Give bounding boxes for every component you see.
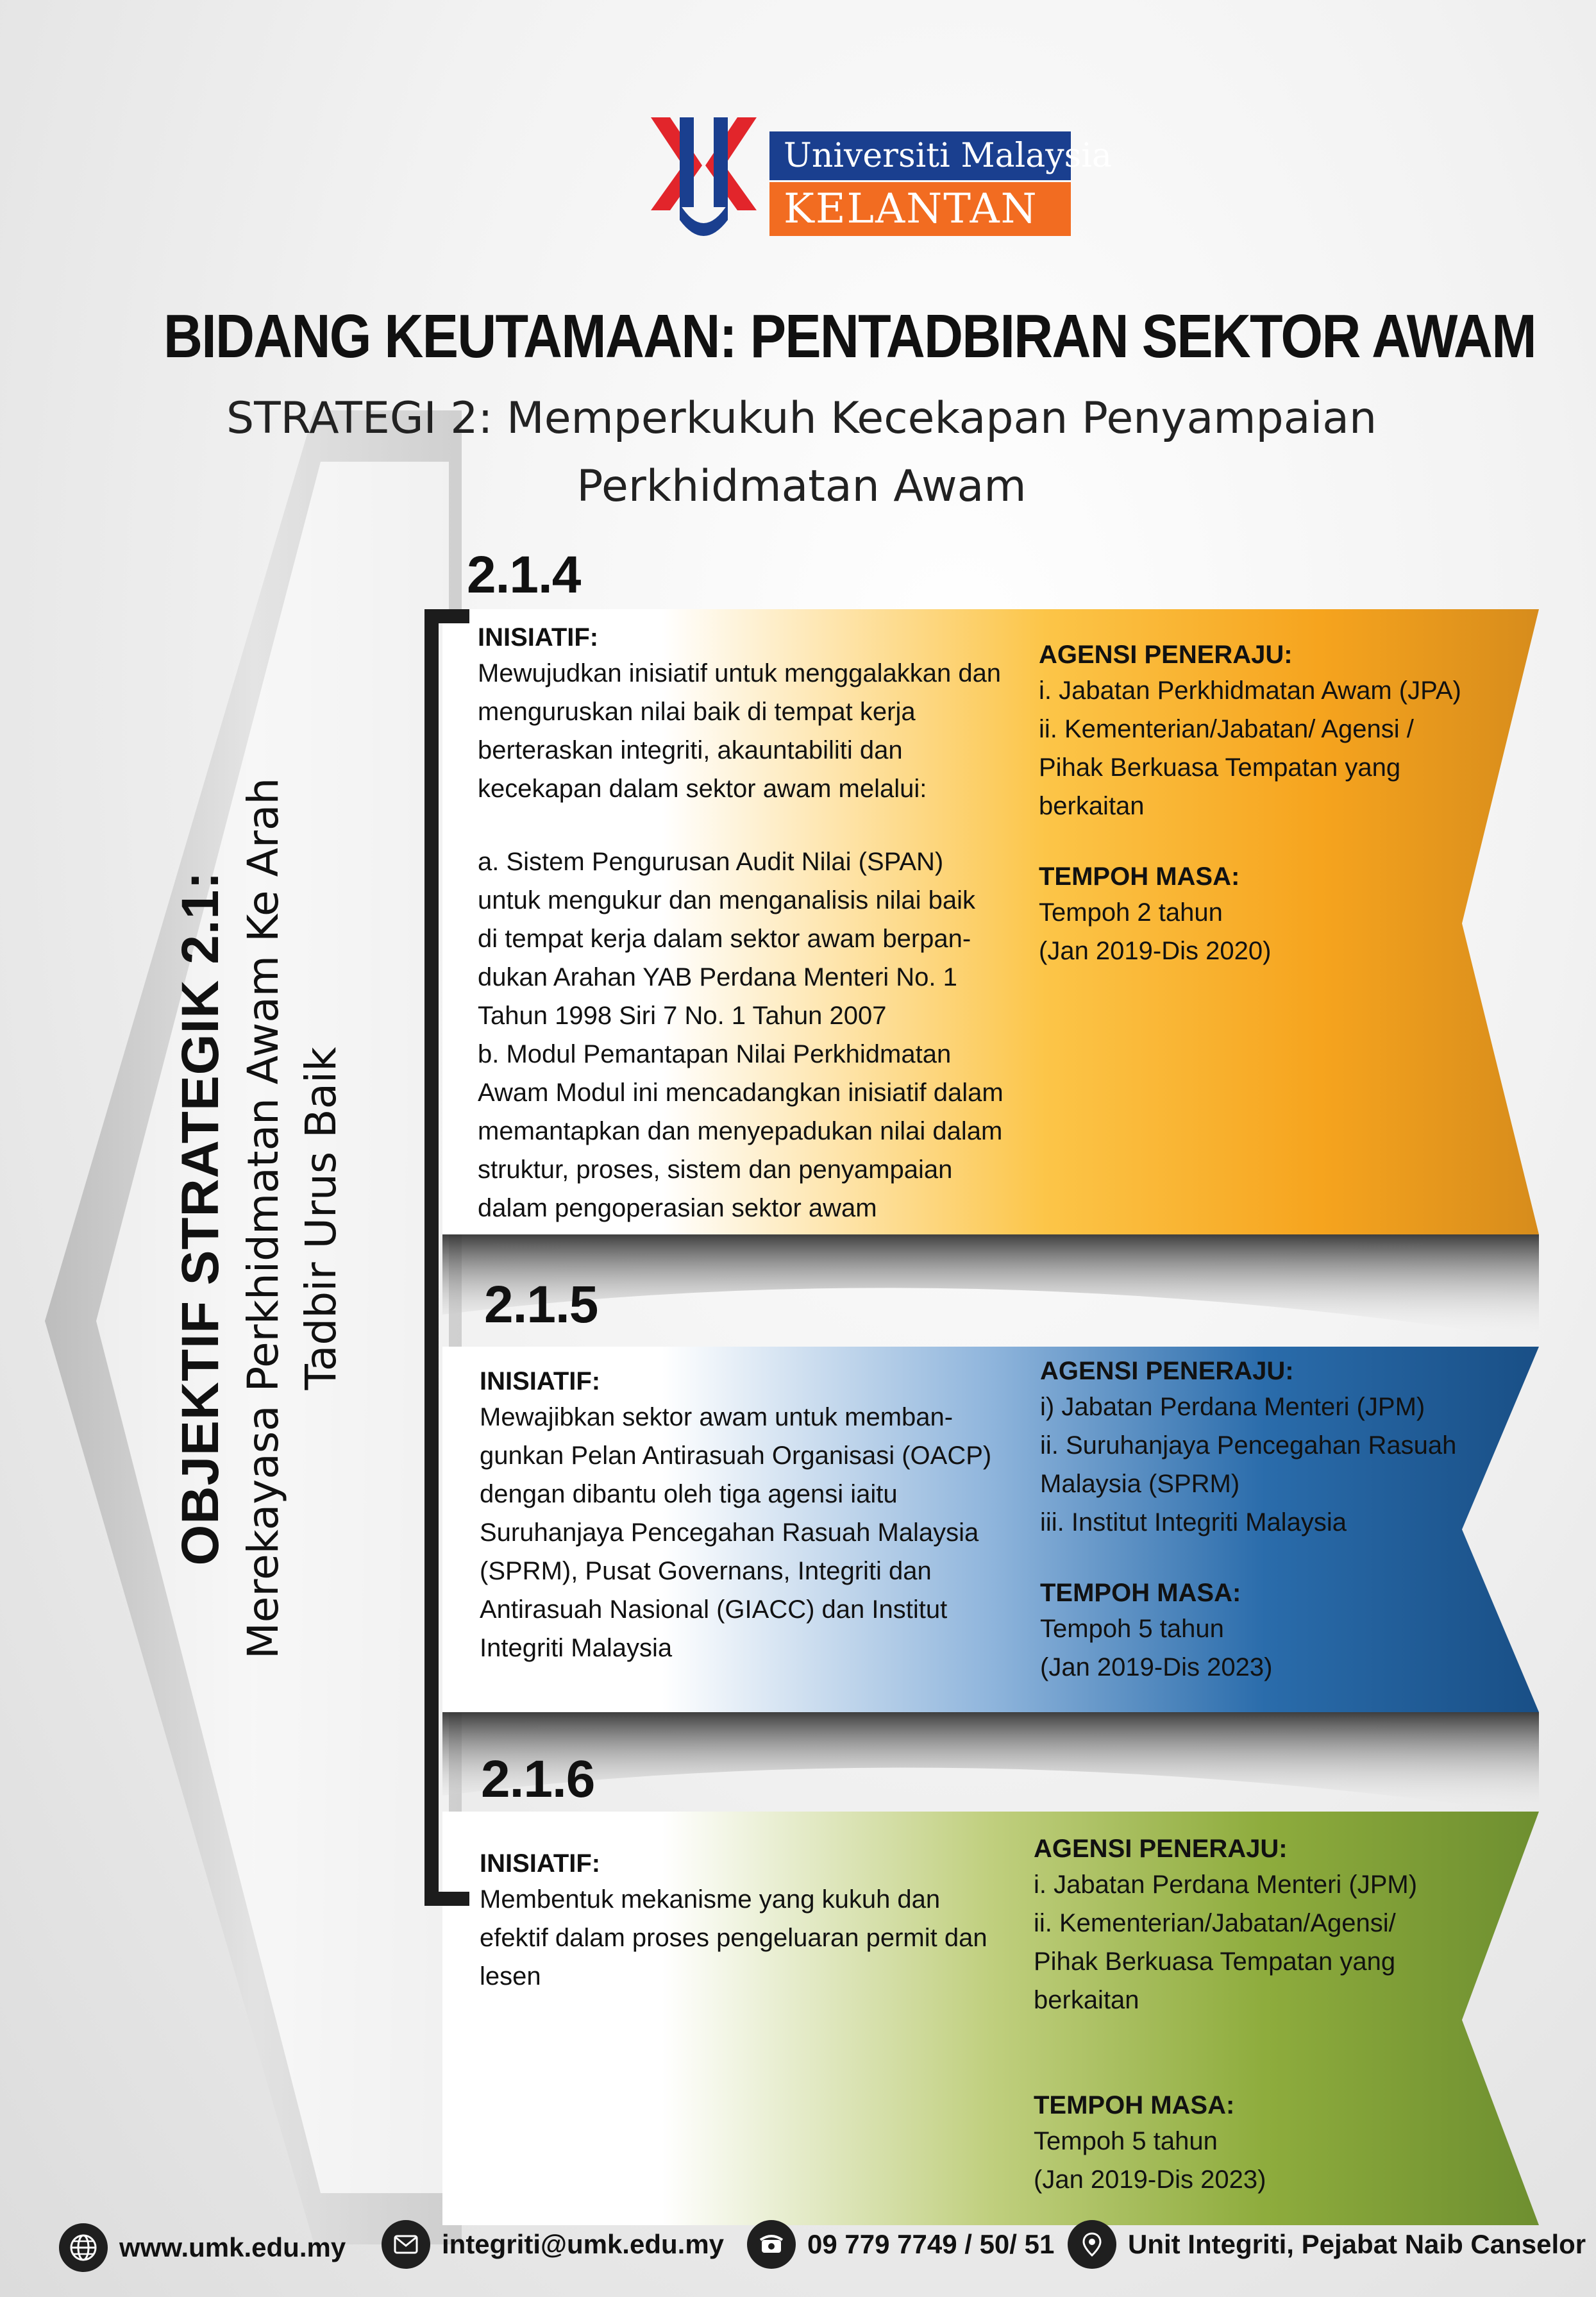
agensi-heading: AGENSI PENERAJU:: [1040, 1357, 1294, 1385]
section-inisiatif: [480, 1847, 1057, 1996]
footer-location[interactable]: [1068, 2220, 1586, 2269]
section-inisiatif: [480, 1365, 1057, 1667]
agensi-text: i) Jabatan Perdana Menteri (JPM) ii. Suruhanjaya Pencegahan Rasuah Malaysia (SPRM) iii. Institut Integriti Malaysia: [1040, 1393, 1457, 1536]
inisiatif-heading: INISIATIF:: [478, 623, 599, 652]
tempoh-text: Tempoh 5 tahun (Jan 2019-Dis 2023): [1034, 2127, 1266, 2194]
tempoh-text: Tempoh 2 tahun (Jan 2019-Dis 2020): [1039, 898, 1272, 965]
tempoh-heading: TEMPOH MASA:: [1040, 1579, 1241, 1607]
inisiatif-text: Membentuk mekanisme yang kukuh dan efektif dalam proses pengeluaran permit dan lesen: [480, 1885, 987, 1990]
bracket-top: [424, 609, 469, 623]
footer-phone-text: 09 779 7749 / 50/ 51: [807, 2229, 1055, 2259]
footer-phone[interactable]: [747, 2220, 1054, 2269]
inisiatif-text: Mewujudkan inisiatif untuk menggalakkan dan menguruskan nilai baik di tempat kerja berteraskan integriti, akauntabiliti dan kecekapan dalam sektor awam melalui:: [478, 659, 1002, 803]
subtitle-line-2: Perkhidmatan Awam: [576, 461, 1027, 512]
logo-text-university: Universiti Malaysia: [769, 131, 1071, 180]
footer-website-text: www.umk.edu.my: [119, 2232, 346, 2262]
agensi-text: i. Jabatan Perkhidmatan Awam (JPA) ii. Kementerian/Jabatan/ Agensi / Pihak Berkuasa Tempatan yang berkaitan: [1039, 677, 1461, 820]
section-number: 2.1.4: [467, 546, 581, 604]
subtitle-line-1: STRATEGI 2: Memperkukuh Kecekapan Penyampaian: [226, 393, 1377, 444]
objective-title: OBJEKTIF STRATEGIK 2.1:: [171, 871, 230, 1566]
objective-block: [170, 641, 388, 1796]
footer-email[interactable]: [382, 2220, 724, 2269]
tempoh-heading: TEMPOH MASA:: [1034, 2091, 1235, 2119]
logo-text-kelantan: KELANTAN: [769, 182, 1071, 236]
mail-icon: [382, 2220, 430, 2269]
tempoh-heading: TEMPOH MASA:: [1039, 862, 1240, 891]
footer-website[interactable]: [59, 2223, 346, 2272]
objective-text-line-1: Merekayasa Perkhidmatan Awam Ke Arah: [239, 777, 288, 1660]
inisiatif-text: Mewajibkan sektor awam untuk memban- gunkan Pelan Antirasuah Organisasi (OACP) dengan dibantu oleh tiga agensi iaitu Suruhanjaya Pencegahan Rasuah Malaysia (SPRM), Pusat Governans, Integriti dan Antirasuah Nasional (GIACC) dan Institut Integriti Malaysia: [480, 1403, 992, 1662]
section-agensi: [1034, 1832, 1483, 2199]
objective-text-line-2: Tadbir Urus Baik: [296, 1047, 346, 1390]
inisiatif-list: a. Sistem Pengurusan Audit Nilai (SPAN) untuk mengukur dan menganalisis nilai baik di tempat kerja dalam sektor awam berpan- dukan Arahan YAB Perdana Menteri No. 1 Tahun 1998 Siri 7 No. 1 Tahun 2007 b. Modul Pemantapan Nilai Perkhidmatan Awam Modul ini mencadangkan inisiatif dalam memantapkan dan menyepadukan nilai dalam struktur, proses, sistem dan penyampaian dalam pengoperasian sektor awam: [478, 848, 1004, 1222]
footer-location-text: Unit Integriti, Pejabat Naib Canselor: [1128, 2229, 1586, 2259]
ribbon-shadow-2: [442, 1712, 1539, 1815]
section-number: 2.1.5: [484, 1275, 598, 1334]
agensi-heading: AGENSI PENERAJU:: [1034, 1835, 1288, 1863]
inisiatif-heading: INISIATIF:: [480, 1367, 601, 1395]
page-title: BIDANG KEUTAMAAN: PENTADBIRAN SEKTOR AWAM: [164, 302, 1536, 371]
footer-email-text: integriti@umk.edu.my: [442, 2229, 725, 2259]
agensi-heading: AGENSI PENERAJU:: [1039, 641, 1293, 669]
inisiatif-heading: INISIATIF:: [480, 1849, 601, 1878]
location-icon: [1068, 2220, 1116, 2269]
section-agensi: [1040, 1354, 1489, 1687]
globe-icon: [59, 2223, 108, 2272]
bracket-line: [424, 609, 439, 1905]
bracket-bottom: [424, 1892, 469, 1906]
phone-icon: [747, 2220, 796, 2269]
section-agensi: [1039, 638, 1488, 970]
agensi-text: i. Jabatan Perdana Menteri (JPM) ii. Kementerian/Jabatan/Agensi/ Pihak Berkuasa Tempatan yang berkaitan: [1034, 1871, 1418, 2014]
section-inisiatif: [478, 621, 1055, 1227]
tempoh-text: Tempoh 5 tahun (Jan 2019-Dis 2023): [1040, 1615, 1273, 1681]
section-number: 2.1.6: [481, 1750, 595, 1808]
ribbon-shadow-1: [442, 1234, 1539, 1340]
